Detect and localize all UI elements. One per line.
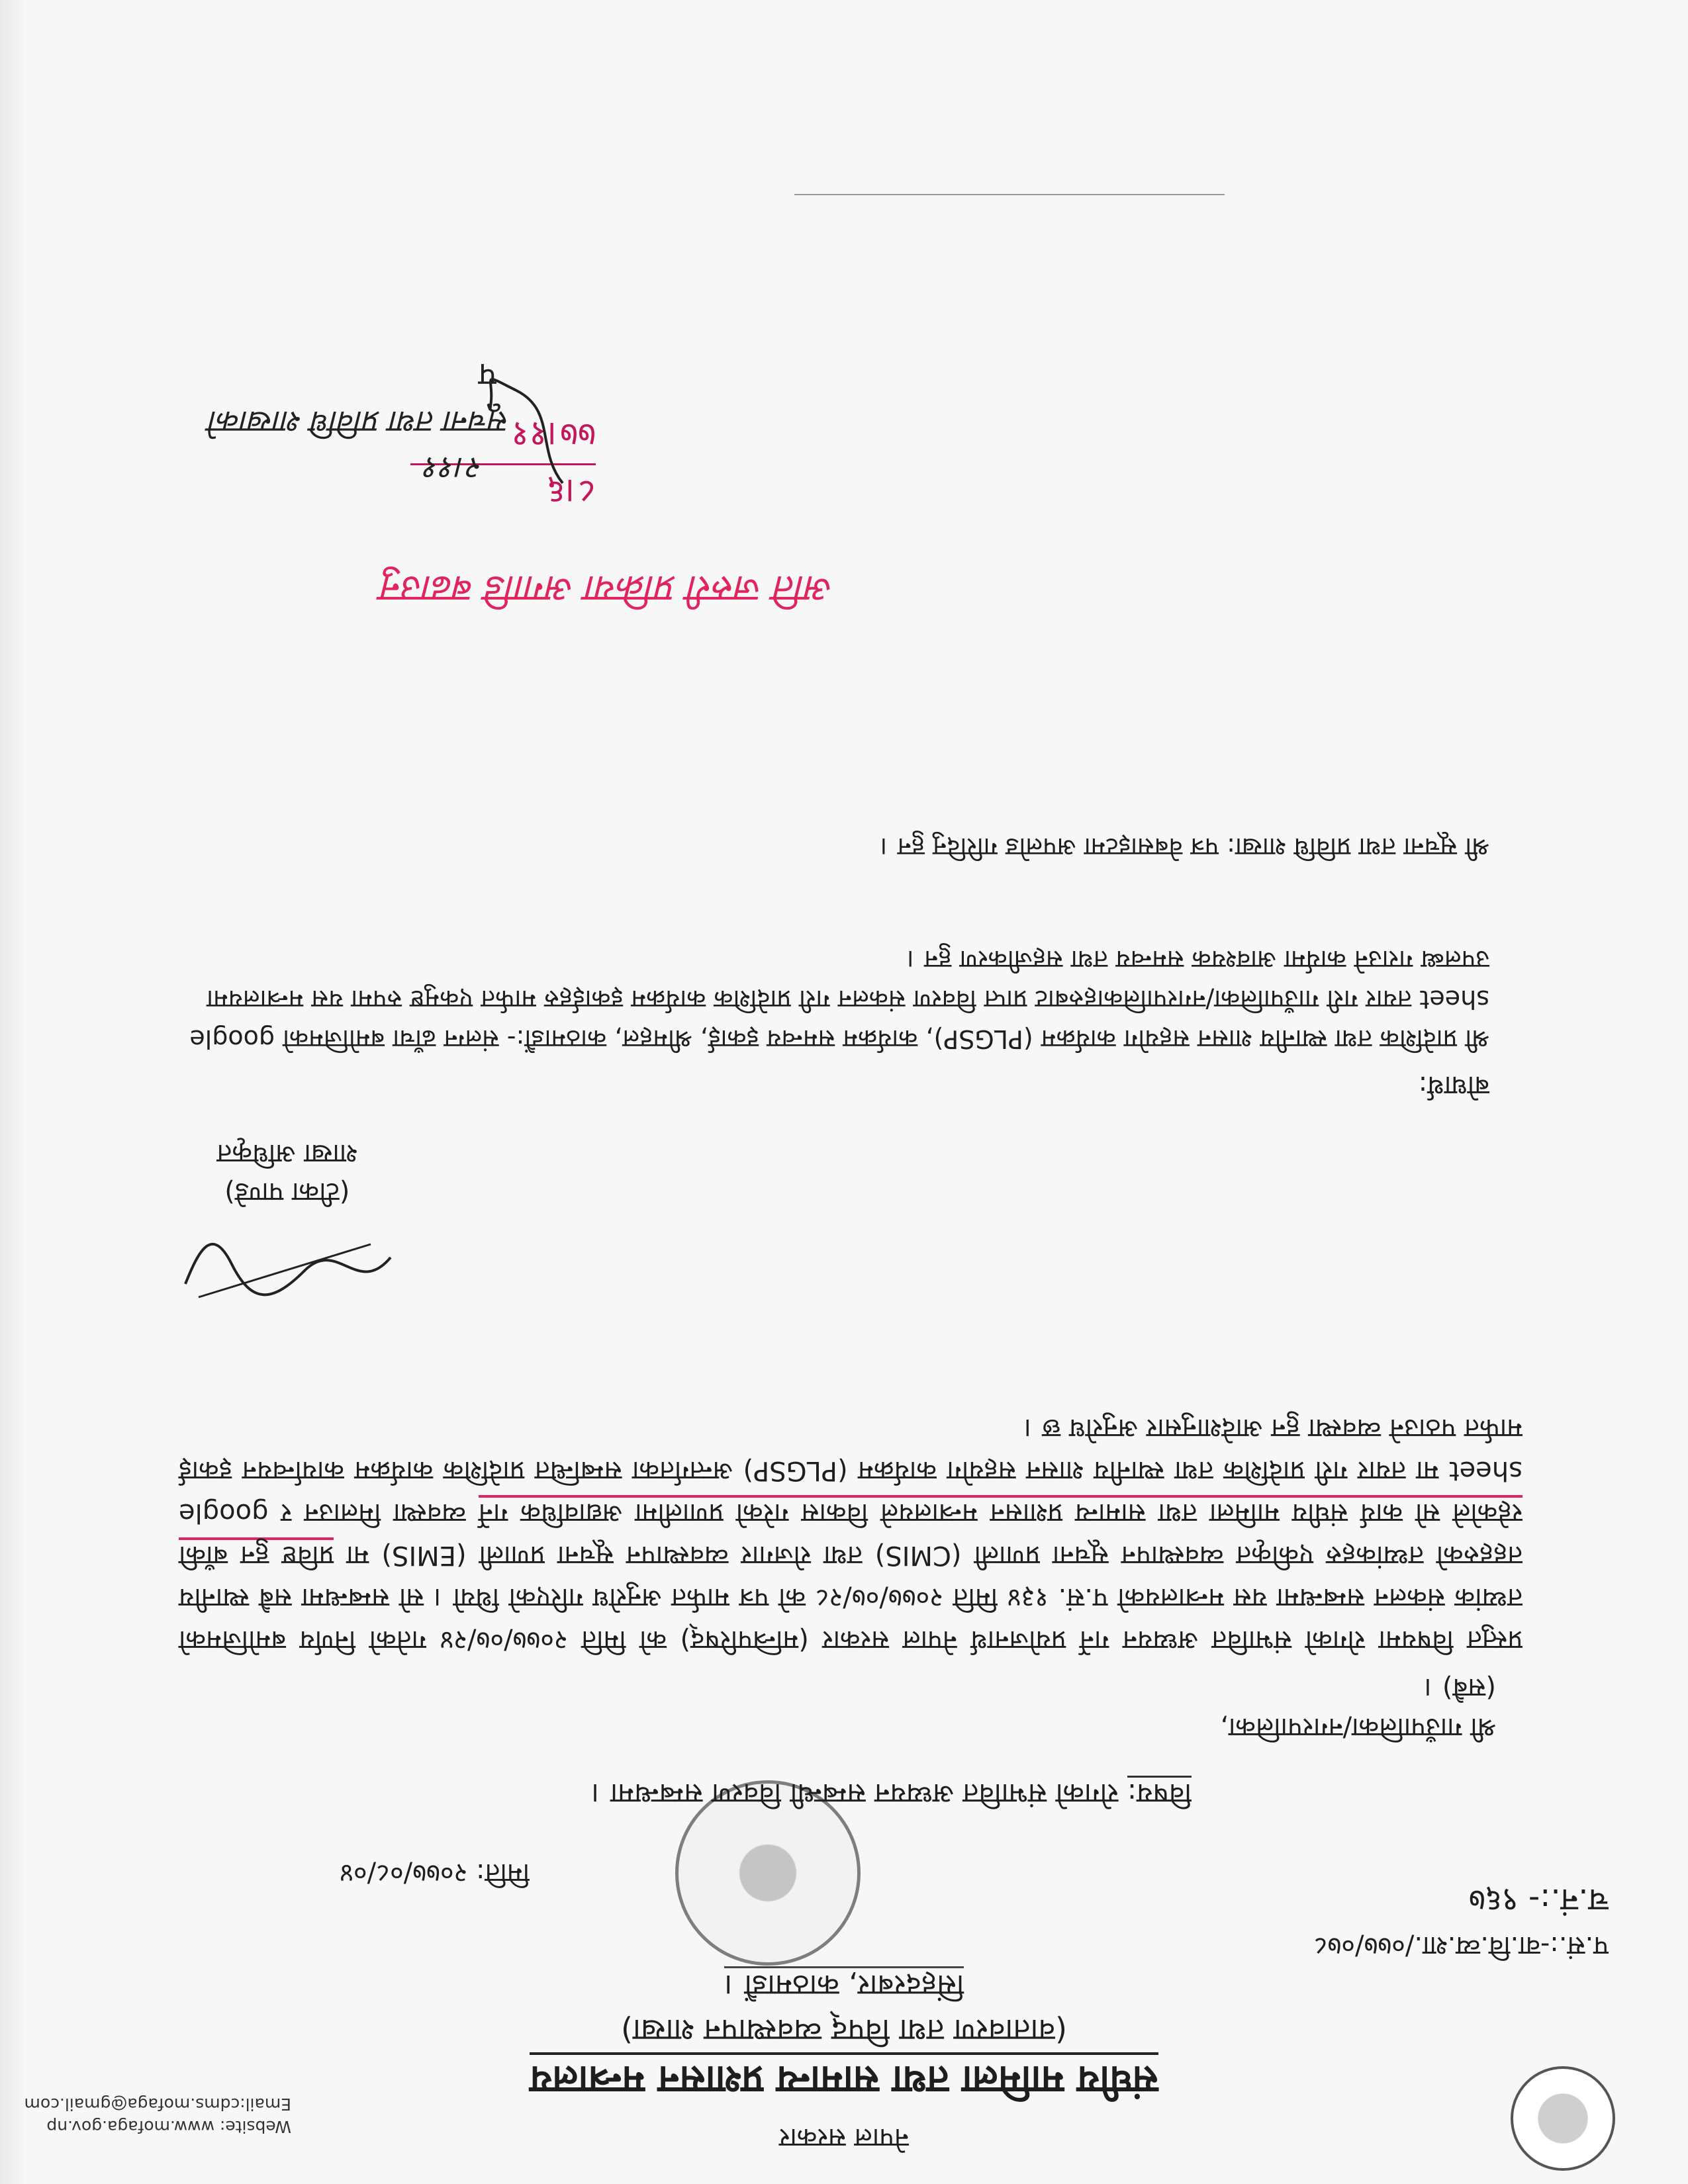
government-name: नेपाल सरकार: [779, 2122, 909, 2153]
bottom-rule-line: [794, 194, 1225, 195]
signatory: [217, 1134, 357, 1211]
red-handwritten-note: अति जरुरी प्रक्रिया अगाडि बढाउनु: [382, 567, 834, 610]
signatory-title: शाखा अधिकृत: [216, 1138, 357, 1169]
signature-scribble: [179, 1231, 397, 1310]
cc-item-plgsp: श्री प्रादेशिक तथा स्थानीय शासन सहयोग कार्यक्रम (PLGSP), कार्यक्रम समन्वय इकाई, श्रीमहल, काठमाडौं:- संलग्न ढाँचा बमोजिमको google sheet तयार गरी गाउँपालिका/नगरपालिकाहरुबाट प्राप्त विवरण संकलन गरी प्रादेशिक कार्यक्रम इकाईहरु मार्फत एकमुष्ट रुपमा यस मन्त्रालयमा उपलब्ध गराउने कार्यमा आवश्यक समन्वय तथा सहजीकरण हुन ।: [189, 945, 1489, 1054]
email-text: Email:cdms.mofaga@gmail.com: [24, 2095, 291, 2114]
letter-date: मिति: २०७७/०८/०४: [340, 1858, 530, 1888]
office-location: सिंहदरबार, काठमाडौं ।: [0, 1967, 1688, 2007]
cc-heading: बोधार्थ:: [1418, 1070, 1489, 1101]
cc-item-it-section: श्री सूचना तथा प्रविधि शाखा: पत्र वेबसाइटमा अपलोड गरिदिनु हुन ।: [880, 833, 1489, 862]
branch-name: (वातावरण तथा विपद् व्यवस्थापन शाखा): [621, 2013, 1067, 2048]
subject-text: रोगको संभावित अध्ययन सम्बन्धी विवरण सम्बन्धमा ।: [590, 1778, 1119, 1810]
red-number-top: ८।६: [547, 471, 596, 511]
handwritten-forward-note: सूचना तथा प्रविधि शाखाको: [210, 404, 510, 440]
body-text-1: प्रस्तुत विषयमा रोगको संभावित अध्ययन गर्ने प्रयोजनार्थ नेपाल सरकार (मन्त्रिपरिषद्) को मिति २०७७/०७/२४ गतेको निर्णय बमोजिमको तथ्यांक संकलन सम्बन्धमा यस मन्त्रालयको प.सं. १३४ मिति २०७७/०७/२८ को पत्र मार्फत अनुरोध गरिएको थियो । सो सम्बन्धमा सबै स्थानीय तहहरुको तथ्यांकहरु एकीकृत व्यवस्थापन सूचना प्रणाली (CMIS) तथा रोजगार व्यवस्थापन सूचना प्रणाली (EMIS) मा: [179, 1540, 1523, 1655]
reference-number: प.सं.:-वा.वि.व्य.शा./०७७/०७८: [1313, 1931, 1609, 1961]
ministry-title: संघीय मामिला तथा सामान्य प्रशासन मन्त्रालय: [0, 2056, 1688, 2108]
subject-line: [591, 1776, 1192, 1813]
addressee: [1220, 1668, 1496, 1747]
handwritten-date: २।११: [424, 451, 483, 486]
handwritten-initial: प: [478, 356, 496, 393]
addressee-line-1: श्री गाउँपालिका/नगरपालिका,: [1220, 1712, 1496, 1743]
letter-body: [179, 1407, 1523, 1661]
red-number-bottom: ७७।११: [511, 414, 596, 454]
addressee-line-2: (सबै) ।: [1424, 1672, 1496, 1703]
body-text-2: व्यवस्था मिलाउन र google sheet मा तयार गरी प्रादेशिक तथा स्थानीय शासन सहयोग कार्यक्रम (PLGSP) अन्तर्गतका सम्बन्धित प्रादेशिक कार्यक्रम कार्यान्वयन इकाई मार्फत पठाउने व्यवस्था हुन आदेशानुसार अनुरोध छ ।: [179, 1413, 1523, 1528]
dispatch-number: च.नं.:- ९६७: [1468, 1882, 1609, 1919]
body-text-highlighted: प्रविष्ट हुन बाँकी रहेकोले सो कार्य संघीय मामिला तथा सामान्य प्रशासन मन्त्रालयले विकास गरेको प्रणालीमा अद्यावधिक गर्ने: [179, 1495, 1523, 1570]
subject-label: विषय:: [1127, 1776, 1192, 1810]
website-text: Website: www.mofaga.gov.np: [46, 2117, 291, 2136]
signatory-name: (टीका पाण्डे): [224, 1177, 350, 1207]
